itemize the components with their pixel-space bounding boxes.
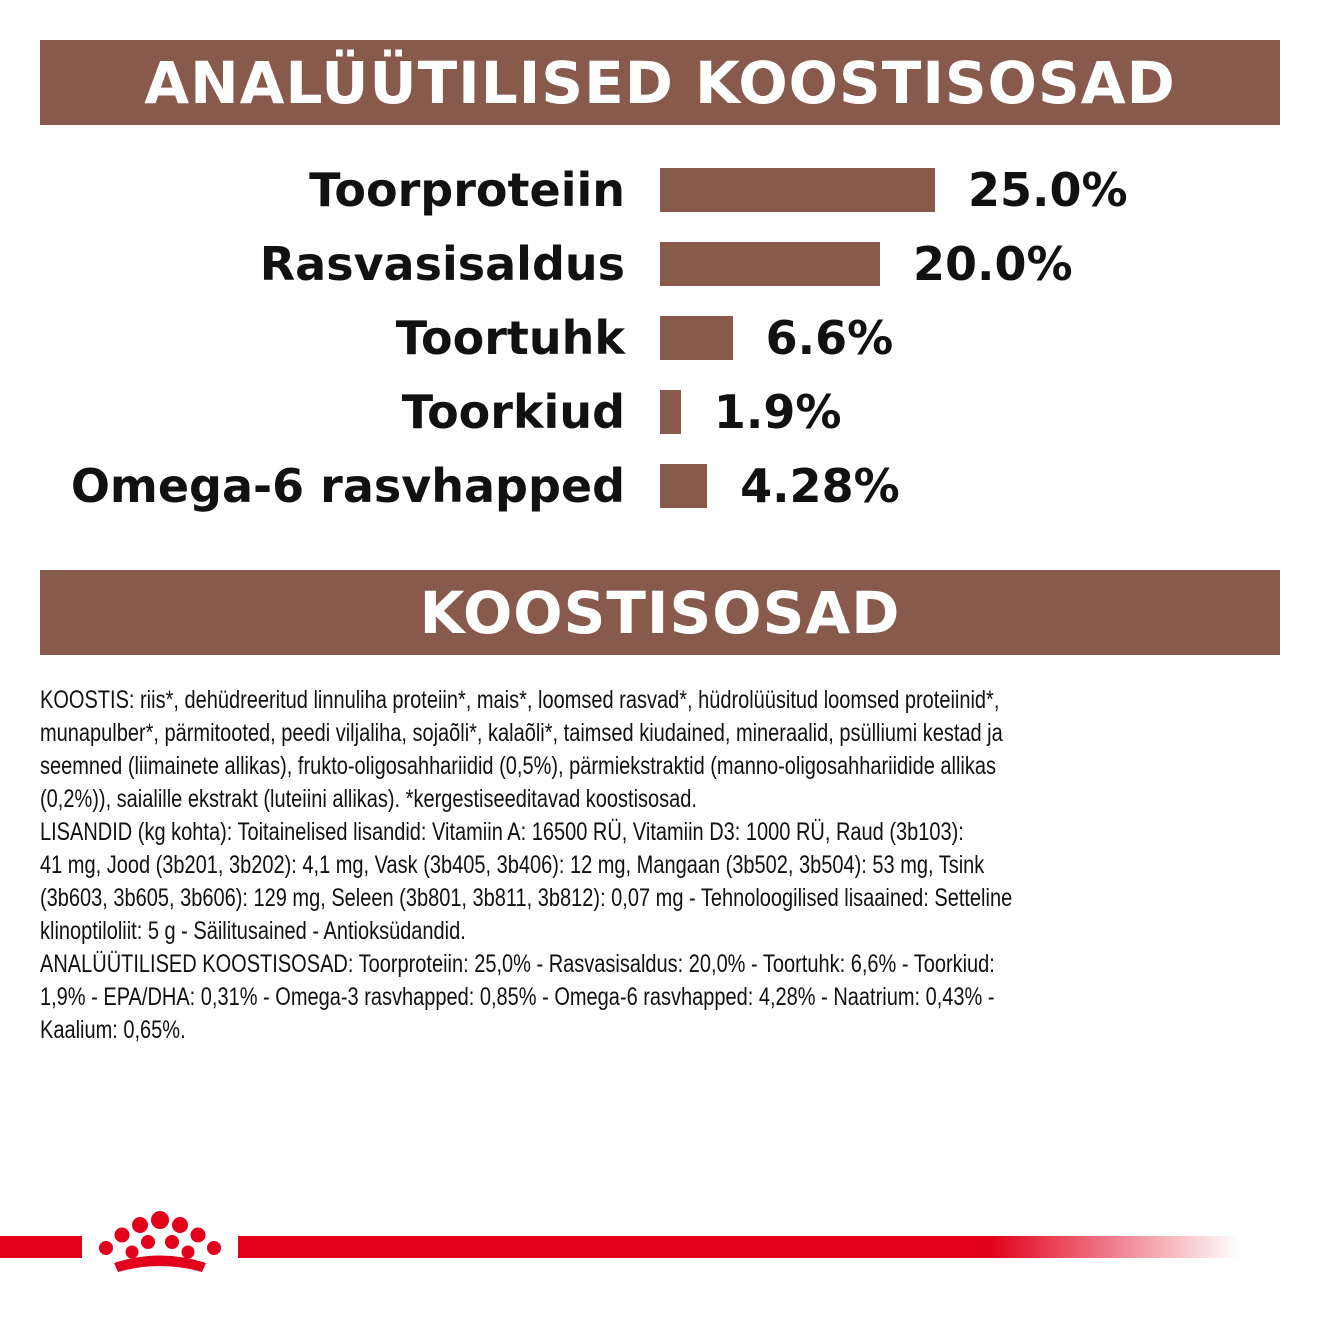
- category-label: Toorkiud: [401, 385, 625, 439]
- royal-canin-crown-logo: [92, 1208, 232, 1283]
- composition-line: (0,2%)), saialille ekstrakt (luteiini allikas). *kergestiseeditavad koostisosad.: [40, 785, 697, 813]
- chart-row: [0, 313, 1320, 363]
- composition-line: LISANDID (kg kohta): Toitainelised lisandid: Vitamiin A: 16500 RÜ, Vitamiin D3: 1000 RÜ, Raud (3b103):: [40, 818, 964, 846]
- value-label: 1.9%: [713, 385, 842, 439]
- chart-row: [0, 239, 1320, 289]
- bar: [660, 168, 935, 212]
- category-label: Toortuhk: [395, 311, 625, 365]
- composition-line: KOOSTIS: riis*, dehüdreeritud linnuliha proteiin*, mais*, loomsed rasvad*, hüdrolüüsitud loomsed proteiinid*,: [40, 686, 1000, 714]
- composition-line: seemned (liimainete allikas), frukto-oligosahhariidid (0,5%), pärmiekstraktid (manno-oligosahhariidide allikas: [40, 752, 996, 780]
- composition-line: (3b603, 3b605, 3b606): 129 mg, Seleen (3b801, 3b811, 3b812): 0,07 mg - Tehnoloogilised lisaained: Setteline: [40, 884, 1013, 912]
- value-label: 20.0%: [913, 237, 1073, 291]
- value-label: 25.0%: [968, 163, 1128, 217]
- chart-row: [0, 165, 1320, 215]
- ingredients-title: KOOSTISOSAD: [419, 578, 901, 647]
- bar: [660, 464, 707, 508]
- chart-row: [0, 461, 1320, 511]
- bar: [660, 390, 681, 434]
- composition-line: ANALÜÜTILISED KOOSTISOSAD: Toorproteiin: 25,0% - Rasvasisaldus: 20,0% - Toortuhk: 6,6% - Toorkiud:: [40, 950, 995, 978]
- composition-line: 41 mg, Jood (3b201, 3b202): 4,1 mg, Vask (3b405, 3b406): 12 mg, Mangaan (3b502, 3b504): 53 mg, Tsink: [40, 851, 985, 879]
- composition-line: Kaalium: 0,65%.: [40, 1016, 186, 1044]
- bar: [660, 242, 880, 286]
- analytical-header: [40, 40, 1280, 125]
- analytical-title: ANALÜÜTILISED KOOSTISOSAD: [144, 48, 1176, 117]
- category-label: Toorproteiin: [309, 163, 625, 217]
- value-label: 4.28%: [740, 459, 900, 513]
- composition-line: 1,9% - EPA/DHA: 0,31% - Omega-3 rasvhapped: 0,85% - Omega-6 rasvhapped: 4,28% - Naatrium: 0,43% -: [40, 983, 995, 1011]
- value-label: 6.6%: [765, 311, 894, 365]
- composition-line: klinoptiloliit: 5 g - Säilitusained - Antioksüdandid.: [40, 917, 466, 945]
- ingredients-header: [40, 570, 1280, 655]
- composition-text: [40, 684, 1255, 1047]
- category-label: Omega-6 rasvhapped: [70, 459, 625, 513]
- bar: [660, 316, 733, 360]
- chart-row: [0, 387, 1320, 437]
- category-label: Rasvasisaldus: [259, 237, 625, 291]
- composition-line: munapulber*, pärmitooted, peedi viljaliha, sojaõli*, kalaõli*, taimsed kiudained, mineraalid, psülliumi kestad ja: [40, 719, 1003, 747]
